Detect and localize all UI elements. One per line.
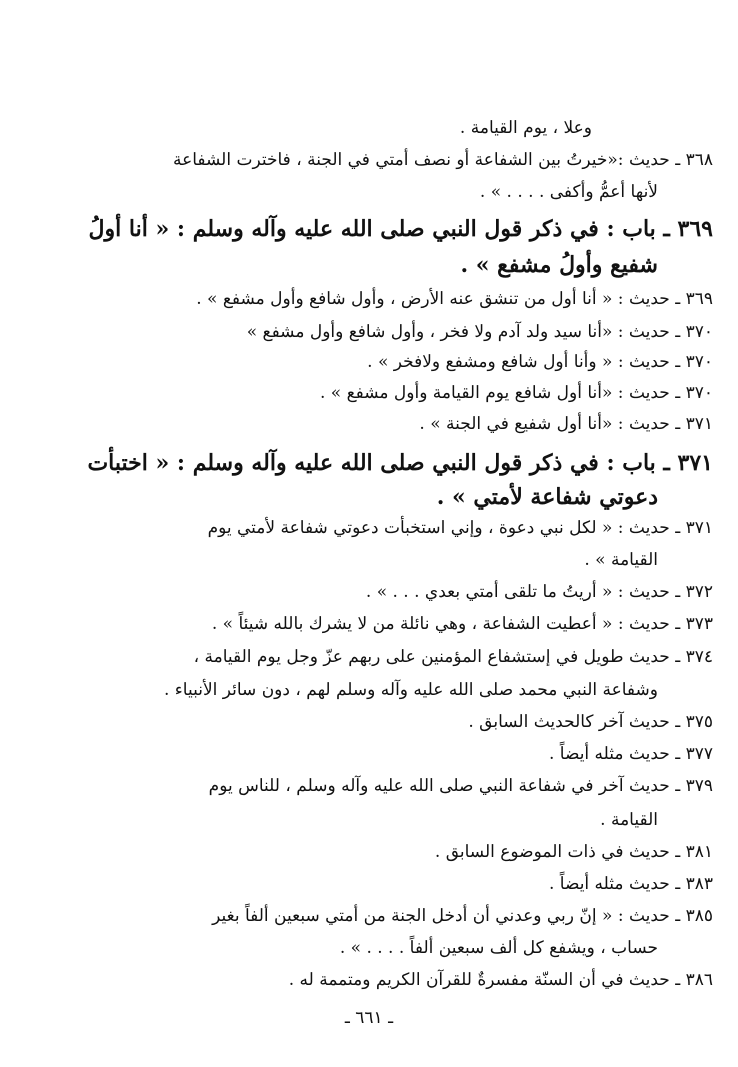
line-15: ٣٧٢ ـ حديث : « أريتُ ما تلقى أمتي بعدي . . . » . bbox=[365, 582, 713, 602]
line-18: وشفاعة النبي محمد صلى الله عليه وآله وسلم لهم ، دون سائر الأنبياء . bbox=[163, 680, 658, 700]
line-14: القيامة » . bbox=[584, 550, 658, 570]
heading-371-line-1: ٣٧١ ـ باب : في ذكر قول النبي صلى الله عليه وآله وسلم : « اختبأت bbox=[87, 450, 713, 476]
line-6: ٣٦٩ ـ حديث : « أنا أول من تنشق عنه الأرض ، وأول شافع وأول مشفع » . bbox=[196, 289, 713, 309]
line-1: وعلا ، يوم القيامة . bbox=[459, 118, 592, 138]
line-27: ٣٨٦ ـ حديث في أن السنّة مفسرةٌ للقرآن الكريم ومتممة له . bbox=[288, 970, 713, 990]
line-24: ٣٨٣ ـ حديث مثله أيضاً . bbox=[548, 874, 713, 894]
line-10: ٣٧١ ـ حديث : «أنا أول شفيع في الجنة » . bbox=[419, 414, 713, 434]
heading-369-line-2: شفيع وأولُ مشفع » . bbox=[460, 252, 658, 278]
line-8: ٣٧٠ ـ حديث : « وأنا أول شافع ومشفع ولافخر » . bbox=[367, 352, 713, 372]
line-2: ٣٦٨ ـ حديث :«خيرتُ بين الشفاعة أو نصف أمتي في الجنة ، فاخترت الشفاعة bbox=[172, 150, 713, 170]
line-16: ٣٧٣ ـ حديث : « أعطيت الشفاعة ، وهي نائلة من لا يشرك بالله شيئاً » . bbox=[211, 614, 713, 634]
line-20: ٣٧٧ ـ حديث مثله أيضاً . bbox=[548, 744, 713, 764]
line-25: ٣٨٥ ـ حديث : « إنّ ربي وعدني أن أدخل الجنة من أمتي سبعين ألفاً بغير bbox=[212, 906, 713, 926]
line-9: ٣٧٠ ـ حديث : «أنا أول شافع يوم القيامة وأول مشفع » . bbox=[319, 383, 713, 403]
line-13: ٣٧١ ـ حديث : « لكل نبي دعوة ، وإني استخبأت دعوتي شفاعة لأمتي يوم bbox=[207, 518, 713, 538]
line-22: القيامة . bbox=[600, 810, 658, 830]
line-3: لأنها أعمُّ وأكفى . . . . » . bbox=[479, 182, 658, 202]
line-19: ٣٧٥ ـ حديث آخر كالحديث السابق . bbox=[468, 712, 713, 732]
line-7: ٣٧٠ ـ حديث : «أنا سيد ولد آدم ولا فخر ، وأول شافع وأول مشفع » bbox=[246, 322, 713, 342]
heading-369-line-1: ٣٦٩ ـ باب : في ذكر قول النبي صلى الله عليه وآله وسلم : « أنا أولُ bbox=[88, 216, 713, 242]
heading-371-line-2: دعوتي شفاعة لأمتي » . bbox=[436, 484, 658, 510]
line-17: ٣٧٤ ـ حديث طويل في إستشفاع المؤمنين على ربهم عزّ وجل يوم القيامة ، bbox=[193, 647, 713, 667]
line-26: حساب ، ويشفع كل ألف سبعين ألفاً . . . . » . bbox=[339, 938, 658, 958]
line-21: ٣٧٩ ـ حديث آخر في شفاعة النبي صلى الله عليه وآله وسلم ، للناس يوم bbox=[208, 776, 713, 796]
line-23: ٣٨١ ـ حديث في ذات الموضوع السابق . bbox=[434, 842, 713, 862]
page-number: ـ ٦٦١ ـ bbox=[344, 1008, 394, 1028]
